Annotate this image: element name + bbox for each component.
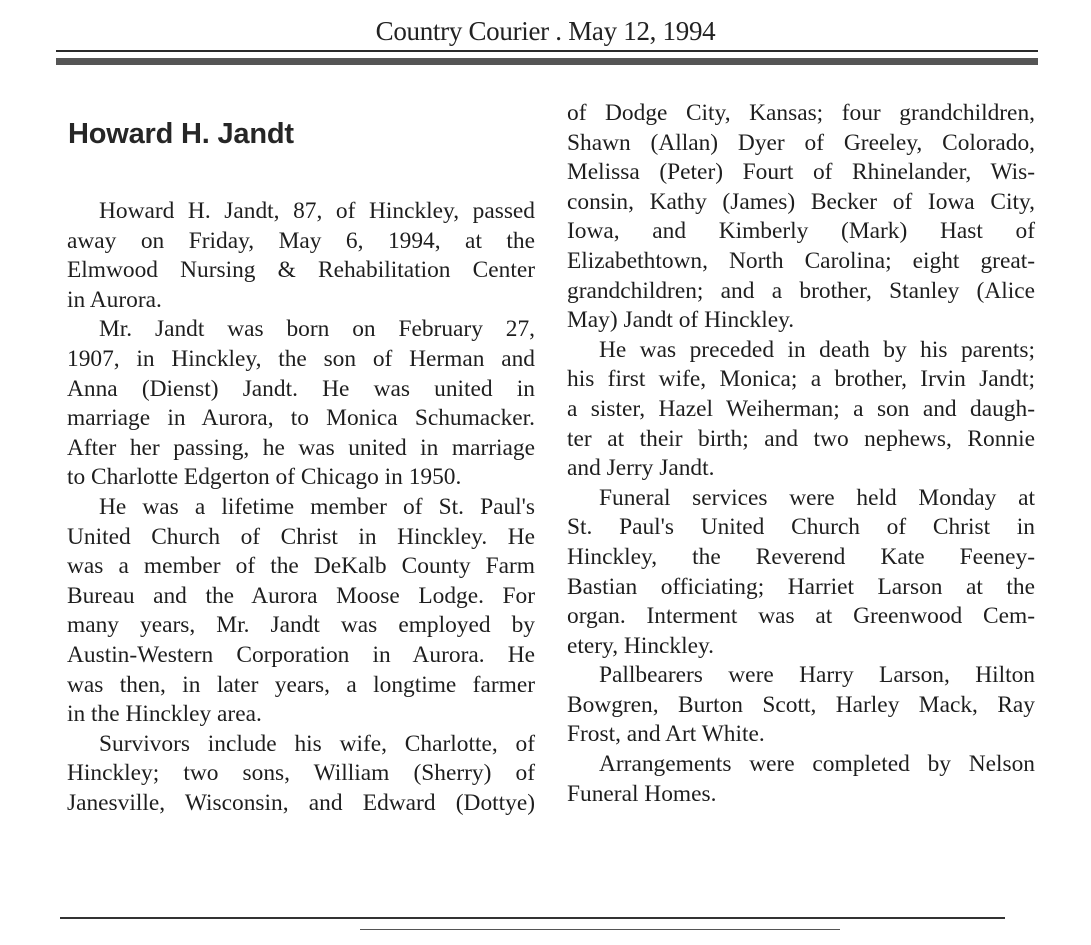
text-line: and Jerry Jandt. [567, 455, 715, 482]
text-line: organ. Interment was at Greenwood Cem- [567, 603, 1035, 630]
text-line: 1907, in Hinckley, the son of Herman and [67, 345, 535, 372]
text-line: United Church of Christ in Hinckley. He [67, 523, 535, 550]
text-line: Elizabethtown, North Carolina; eight great- [567, 247, 1035, 274]
text-line: Funeral services were held Monday at [599, 484, 1035, 511]
obituary-headline: Howard H. Jandt [68, 118, 294, 150]
text-line: He was a lifetime member of St. Paul's [99, 493, 535, 520]
text-line: marriage in Aurora, to Monica Schumacker. [67, 405, 535, 432]
text-line: Austin-Western Corporation in Aurora. He [67, 641, 535, 668]
text-line: Janesville, Wisconsin, and Edward (Dottye) [67, 789, 535, 816]
text-line: Hinckley, the Reverend Kate Feeney- [567, 543, 1035, 570]
text-line: Funeral Homes. [567, 780, 717, 807]
text-line: was a member of the DeKalb County Farm [67, 553, 535, 580]
footer-rule [60, 917, 1005, 919]
text-line: in Aurora. [67, 286, 162, 313]
obituary-column-right [567, 99, 1035, 809]
text-line: May) Jandt of Hinckley. [567, 307, 795, 334]
text-line: etery, Hinckley. [567, 632, 714, 659]
text-line: Bowgren, Burton Scott, Harley Mack, Ray [567, 691, 1035, 718]
text-line: Shawn (Allan) Dyer of Greeley, Colorado, [567, 129, 1035, 156]
text-line: Bastian officiating; Harriet Larson at the [567, 573, 1035, 600]
text-line: Mr. Jandt was born on February 27, [99, 316, 535, 343]
text-line: Survivors include his wife, Charlotte, of [99, 730, 535, 757]
text-line: Howard H. Jandt, 87, of Hinckley, passed [99, 198, 535, 224]
text-line: He was preceded in death by his parents; [599, 336, 1035, 363]
text-line: Bureau and the Aurora Moose Lodge. For [67, 582, 535, 609]
text-line: St. Paul's United Church of Christ in [567, 514, 1035, 541]
text-line: Frost, and Art White. [567, 721, 765, 748]
masthead-rule-thick [56, 58, 1038, 65]
text-line: Iowa, and Kimberly (Mark) Hast of [567, 218, 1035, 245]
text-line: ter at their birth; and two nephews, Ronnie [567, 425, 1035, 452]
text-line: Pallbearers were Harry Larson, Hilton [599, 662, 1035, 689]
text-line: away on Friday, May 6, 1994, at the [67, 227, 535, 254]
text-line: grandchildren; and a brother, Stanley (Alice [567, 277, 1035, 304]
text-line: a sister, Hazel Weiherman; a son and daugh- [567, 395, 1035, 422]
text-line: his first wife, Monica; a brother, Irvin Jandt; [567, 366, 1035, 393]
masthead: Country Courier . May 12, 1994 [375, 16, 716, 46]
text-line: of Dodge City, Kansas; four grandchildren, [567, 100, 1035, 126]
text-line: in the Hinckley area. [67, 701, 262, 728]
obituary-column-left [67, 197, 535, 818]
text-line: consin, Kathy (James) Becker of Iowa City, [567, 188, 1035, 215]
masthead-rule-thin [56, 50, 1038, 52]
text-line: many years, Mr. Jandt was employed by [67, 612, 535, 639]
footer-rule-secondary [360, 929, 840, 930]
text-line: Elmwood Nursing & Rehabilitation Center [67, 257, 535, 284]
text-line: Melissa (Peter) Fourt of Rhinelander, Wis- [567, 159, 1035, 186]
text-line: was then, in later years, a longtime farmer [67, 671, 535, 698]
text-line: After her passing, he was united in marriage [67, 434, 535, 461]
text-line: Anna (Dienst) Jandt. He was united in [67, 375, 535, 402]
text-line: Hinckley; two sons, William (Sherry) of [67, 760, 535, 787]
text-line: to Charlotte Edgerton of Chicago in 1950. [67, 464, 462, 491]
text-line: Arrangements were completed by Nelson [599, 751, 1035, 778]
